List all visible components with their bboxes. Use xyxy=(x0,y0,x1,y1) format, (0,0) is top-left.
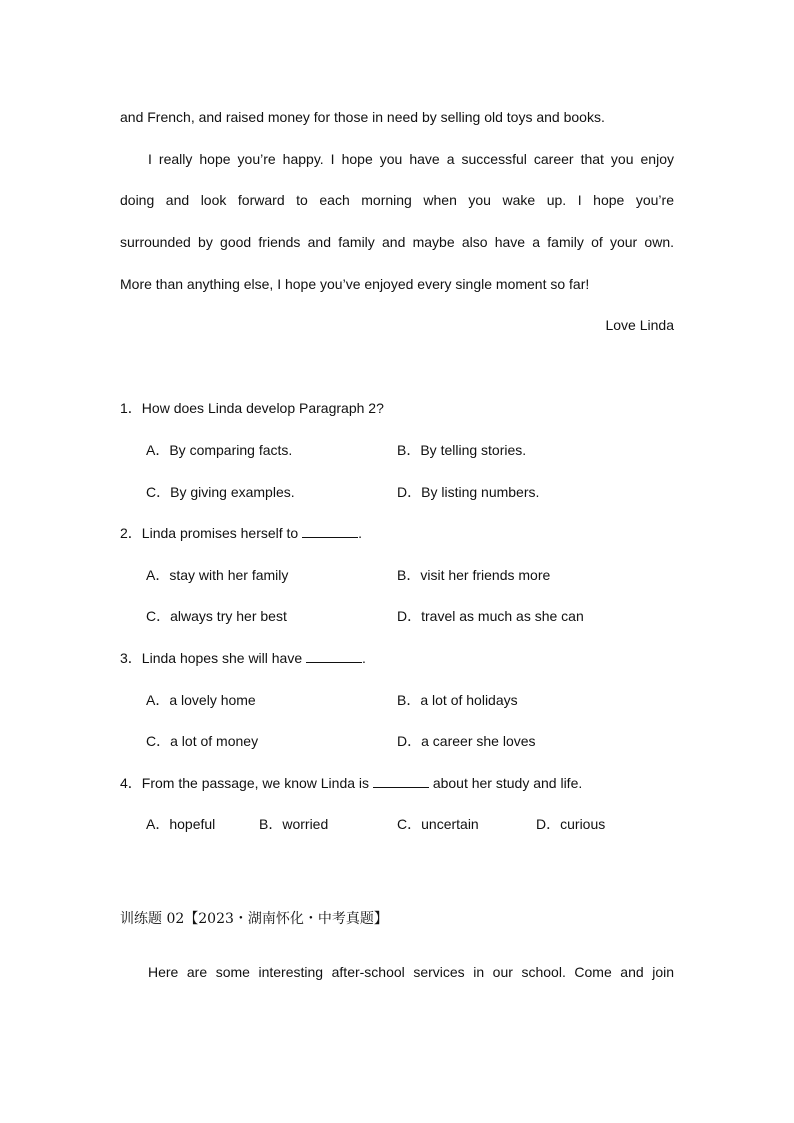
question-number: 3． xyxy=(120,650,142,666)
option-letter: C． xyxy=(397,816,422,832)
q1-option-c[interactable] xyxy=(146,483,295,501)
question-stem: From the passage, we know Linda is xyxy=(141,775,370,791)
option-text: hopeful xyxy=(169,816,216,832)
question-number: 2． xyxy=(120,525,142,541)
question-3 xyxy=(120,649,366,667)
option-letter: A． xyxy=(146,567,170,583)
q2-option-a[interactable] xyxy=(146,566,288,584)
option-letter: B． xyxy=(397,442,421,458)
option-text: a lot of money xyxy=(170,733,259,749)
q3-option-d[interactable] xyxy=(397,732,536,750)
q1-option-b[interactable] xyxy=(397,441,526,459)
passage-line: and French, and raised money for those in need by selling old toys and books. xyxy=(120,109,605,125)
section-intro-line: Here are some interesting after-school services in our school. Come and join xyxy=(148,964,674,980)
answer-blank[interactable] xyxy=(306,649,362,663)
option-text: By giving examples. xyxy=(170,484,295,500)
option-text: a lovely home xyxy=(169,692,256,708)
option-text: uncertain xyxy=(421,816,479,832)
question-stem: Linda promises herself to xyxy=(141,525,299,541)
passage-line: surrounded by good friends and family and maybe also have a family of your own. xyxy=(120,234,674,250)
option-letter: D． xyxy=(397,484,422,500)
option-text: always try her best xyxy=(170,608,287,624)
option-letter: B． xyxy=(397,692,421,708)
question-stem-end: . xyxy=(362,650,366,666)
signature: Love Linda xyxy=(605,317,674,333)
option-letter: D． xyxy=(397,733,422,749)
option-text: stay with her family xyxy=(169,567,289,583)
question-1 xyxy=(120,399,384,417)
option-text: worried xyxy=(282,816,329,832)
question-stem: Linda hopes she will have xyxy=(141,650,303,666)
answer-blank[interactable] xyxy=(373,774,429,788)
q4-option-a[interactable] xyxy=(146,815,215,833)
passage-line: doing and look forward to each morning when you wake up. I hope you’re xyxy=(120,192,674,208)
q3-option-c[interactable] xyxy=(146,732,258,750)
option-text: By comparing facts. xyxy=(169,442,293,458)
option-letter: A． xyxy=(146,816,170,832)
option-letter: A． xyxy=(146,442,170,458)
question-stem: How does Linda develop Paragraph 2? xyxy=(141,400,384,416)
question-stem-end: about her study and life. xyxy=(432,775,583,791)
option-letter: C． xyxy=(146,608,171,624)
option-text: visit her friends more xyxy=(420,567,551,583)
q3-option-a[interactable] xyxy=(146,691,256,709)
option-letter: C． xyxy=(146,733,171,749)
passage-line: More than anything else, I hope you’ve enjoyed every single moment so far! xyxy=(120,276,590,292)
q4-option-c[interactable] xyxy=(397,815,479,833)
question-number: 4． xyxy=(120,775,142,791)
q1-option-a[interactable] xyxy=(146,441,292,459)
q1-option-d[interactable] xyxy=(397,483,539,501)
question-4 xyxy=(120,774,582,792)
q4-option-b[interactable] xyxy=(259,815,328,833)
q4-option-d[interactable] xyxy=(536,815,605,833)
section-heading: 训练题 02【2023・湖南怀化・中考真题】 xyxy=(120,911,388,927)
option-letter: A． xyxy=(146,692,170,708)
option-text: a lot of holidays xyxy=(420,692,518,708)
passage-line: I really hope you’re happy. I hope you have a successful career that you enjoy xyxy=(148,151,674,167)
option-text: a career she loves xyxy=(421,733,536,749)
q2-option-d[interactable] xyxy=(397,607,584,625)
q2-option-c[interactable] xyxy=(146,607,287,625)
option-letter: B． xyxy=(259,816,283,832)
question-number: 1． xyxy=(120,400,142,416)
option-letter: B． xyxy=(397,567,421,583)
option-letter: D． xyxy=(397,608,422,624)
q2-option-b[interactable] xyxy=(397,566,550,584)
question-stem-end: . xyxy=(358,525,362,541)
option-letter: D． xyxy=(536,816,561,832)
question-2 xyxy=(120,524,362,542)
option-text: By listing numbers. xyxy=(421,484,540,500)
option-text: travel as much as she can xyxy=(421,608,584,624)
option-text: By telling stories. xyxy=(420,442,527,458)
option-letter: C． xyxy=(146,484,171,500)
option-text: curious xyxy=(560,816,606,832)
answer-blank[interactable] xyxy=(302,524,358,538)
q3-option-b[interactable] xyxy=(397,691,518,709)
